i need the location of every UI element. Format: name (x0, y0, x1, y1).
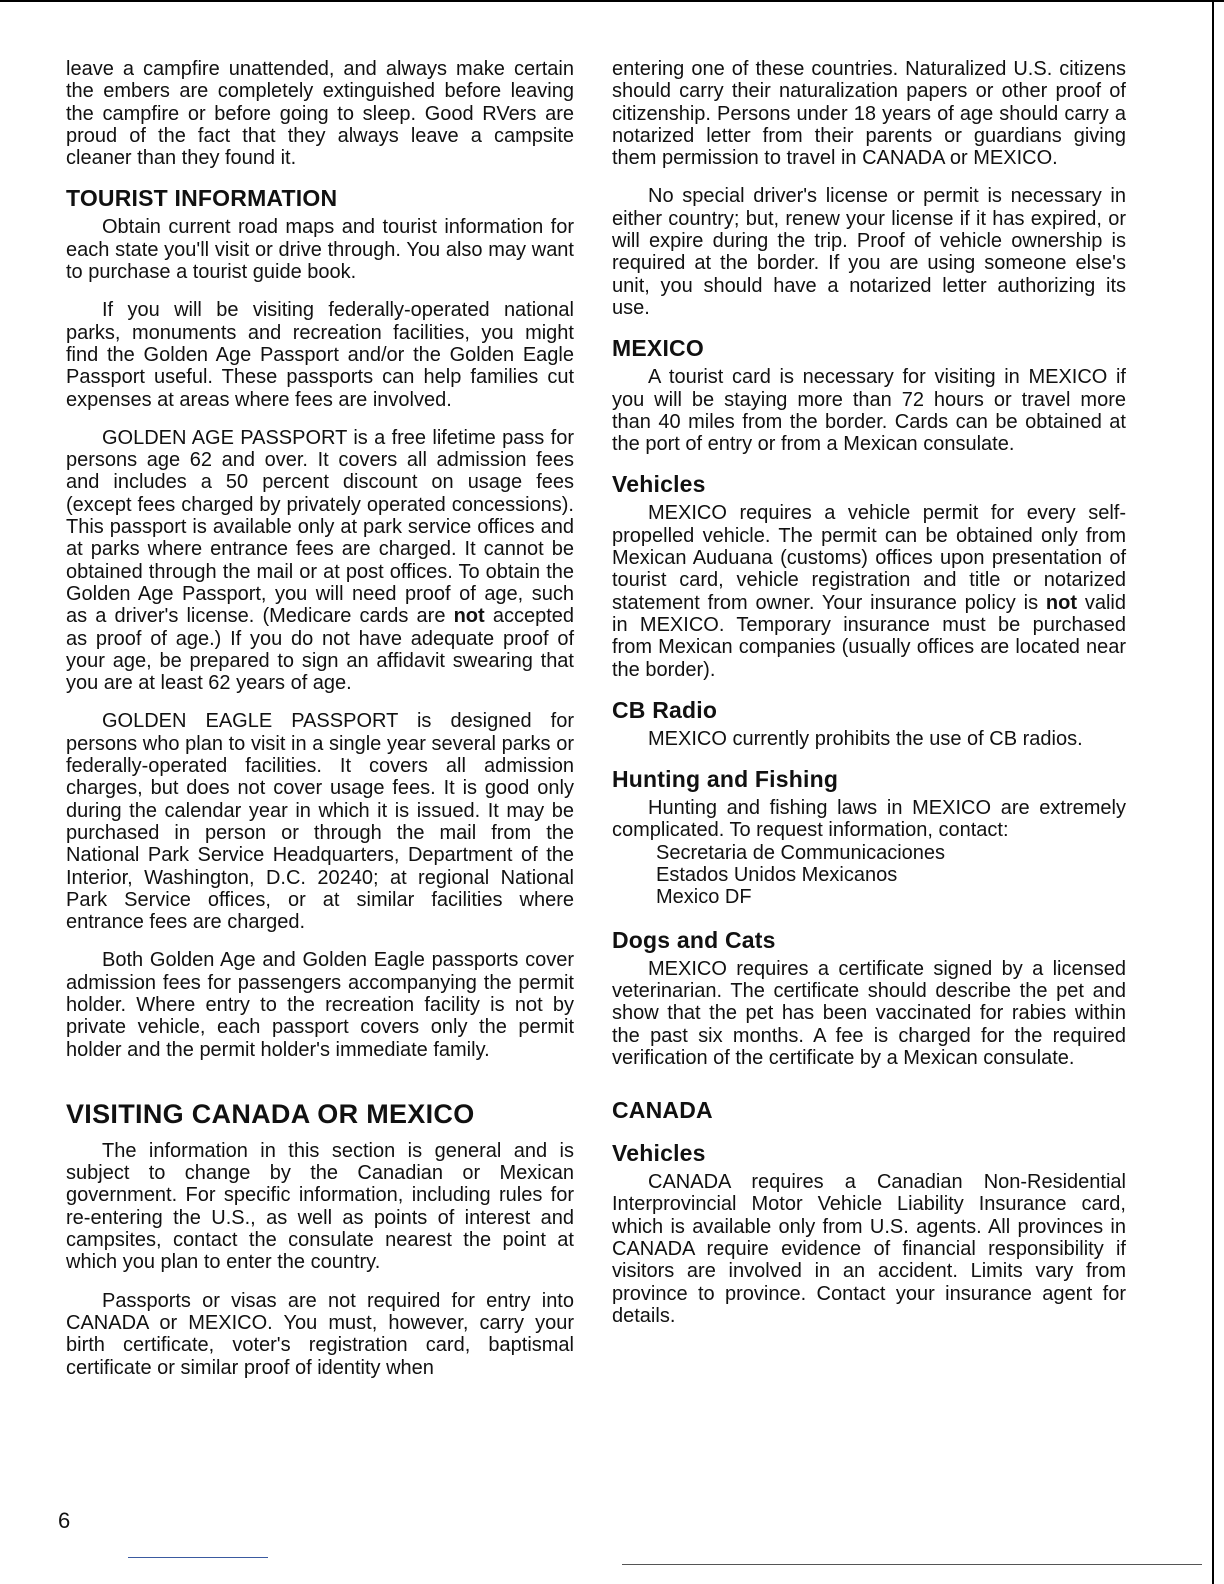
page-number: 6 (58, 1508, 71, 1533)
mexico-vehicles-text-b: valid in MEXICO. Temporary insurance must be purchased from Mexican companies (usually offices are located near the border). (612, 591, 1126, 681)
canada-vehicles-paragraph: CANADA requires a Canadian Non-Residential Interprovincial Motor Vehicle Liability Insurance card, which is available only from U.S. agents. All provinces in CANADA require evidence of financial responsibility if visitors are involved in an accident. Limits vary from province to province. Contact your insurance agent for details. (612, 1171, 1126, 1327)
cb-radio-paragraph: MEXICO currently prohibits the use of CB radios. (648, 727, 1083, 750)
mexico-vehicles-text-a: MEXICO requires a vehicle permit for every self-propelled vehicle. The permit can be obtained only from Mexican Auduana (customs) offices upon presentation of tourist card, vehicle registration and title or notarized statement from owner. Your insurance policy is (612, 502, 1126, 614)
page-border-right (1212, 0, 1214, 1584)
dogs-cats-paragraph: MEXICO requires a certificate signed by a licensed veterinarian. The certificate should describe the pet and show that the pet has been vaccinated for rabies within the past six months. A fee is charged for the required verification of the certificate by a Mexican consulate. (612, 957, 1126, 1069)
visiting-canada-mexico-heading: VISITING CANADA OR MEXICO (66, 1098, 475, 1129)
federal-parks-paragraph: If you will be visiting federally-operated national parks, monuments and recreation facilities, you might find the Golden Age Passport and/or the Golden Eagle Passport useful. These passports can help families cut expenses at areas where fees are involved. (66, 299, 574, 411)
dogs-cats-heading: Dogs and Cats (612, 926, 776, 953)
mexico-vehicles-paragraph (612, 502, 1126, 680)
address-line: Estados Unidos Mexicanos (656, 864, 898, 887)
canada-vehicles-heading: Vehicles (612, 1140, 706, 1167)
canada-heading: CANADA (612, 1097, 713, 1124)
section-info-paragraph: The information in this section is general and is subject to change by the Canadian or Mexican government. For specific information, including rules for re-entering the U.S., as well as points of interest and campsites, contact the consulate nearest the point at which you plan to enter the country. (66, 1139, 574, 1274)
address-line: Secretaria de Communicaciones (656, 841, 946, 864)
golden-age-text-b: accepted as proof of age.) If you do not have adequate proof of your age, be prepared to sign an affidavit swearing that you are at least 62 years of age. (66, 605, 574, 695)
footer-rule-left (128, 1557, 268, 1558)
both-passports-paragraph: Both Golden Age and Golden Eagle passports cover admission fees for passengers accompanying the permit holder. Where entry to the recreation facility is not by private vehicle, each passport covers only the permit holder and the permit holder's immediate family. (66, 949, 574, 1061)
hunting-fishing-heading: Hunting and Fishing (612, 766, 839, 793)
campfire-paragraph: leave a campfire unattended, and always make certain the embers are completely extinguished before leaving the campfire or before going to sleep. Good RVers are proud of the fact that they always leave a campsite cleaner than they found it. (66, 58, 574, 170)
address-line: Mexico DF (656, 886, 752, 909)
road-maps-paragraph: Obtain current road maps and tourist information for each state you'll visit or drive through. You also may want to purchase a tourist guide book. (66, 216, 574, 284)
golden-age-text-a: GOLDEN AGE PASSPORT is a free lifetime pass for persons age 62 and over. It covers all admission fees and includes a 50 percent discount on usage fees (except fees charged by privately operated concessions). This passport is available only at park service offices and at parks where entrance fees are charged. It cannot be obtained through the mail or at post offices. To obtain the Golden Age Passport, you will need proof of age, such as a driver's license. (Medicare cards are (66, 426, 574, 628)
left-column (66, 58, 574, 1395)
mexico-vehicles-heading: Vehicles (612, 471, 706, 498)
golden-age-emphasis: not (453, 605, 485, 628)
tourist-information-heading: TOURIST INFORMATION (66, 185, 338, 212)
footer-rule-right (622, 1564, 1202, 1565)
mexico-heading: MEXICO (612, 335, 704, 362)
cb-radio-heading: CB Radio (612, 696, 718, 723)
hunting-fishing-paragraph: Hunting and fishing laws in MEXICO are extremely complicated. To request information, contact: (612, 797, 1126, 842)
mexico-vehicles-emphasis: not (1045, 591, 1078, 614)
right-column (612, 58, 1126, 1343)
tourist-card-paragraph: A tourist card is necessary for visiting in MEXICO if you will be staying more than 72 hours or travel more than 40 miles from the border. Cards can be obtained at the port of entry or from a Mexican consulate. (612, 366, 1126, 456)
contact-address (656, 842, 1126, 909)
entering-countries-paragraph: entering one of these countries. Naturalized U.S. citizens should carry their naturalization papers or other proof of citizenship. Persons under 18 years of age should carry a notarized letter from their parents or guardians giving them permission to travel in CANADA or MEXICO. (612, 58, 1126, 170)
drivers-license-paragraph: No special driver's license or permit is necessary in either country; but, renew your license if it has expired, or will expire during the trip. Proof of vehicle ownership is required at the border. If you are using someone else's unit, you should have a notarized letter authorizing its use. (612, 185, 1126, 319)
passports-visas-paragraph: Passports or visas are not required for entry into CANADA or MEXICO. You must, however, carry your birth certificate, voter's registration card, baptismal certificate or similar proof of identity when (66, 1289, 574, 1379)
golden-eagle-paragraph: GOLDEN EAGLE PASSPORT is designed for persons who plan to visit in a single year several parks or federally-operated facilities. It covers all admission charges, but does not cover usage fees. It is good only during the calendar year in which it is issued. It may be purchased in person or through the mail from the National Park Service Headquarters, Department of the Interior, Washington, D.C. 20240; at regional National Park Service offices, or at similar facilities where entrance fees are charged. (66, 710, 574, 934)
page-border-top (0, 0, 1224, 2)
golden-age-paragraph (66, 427, 574, 695)
